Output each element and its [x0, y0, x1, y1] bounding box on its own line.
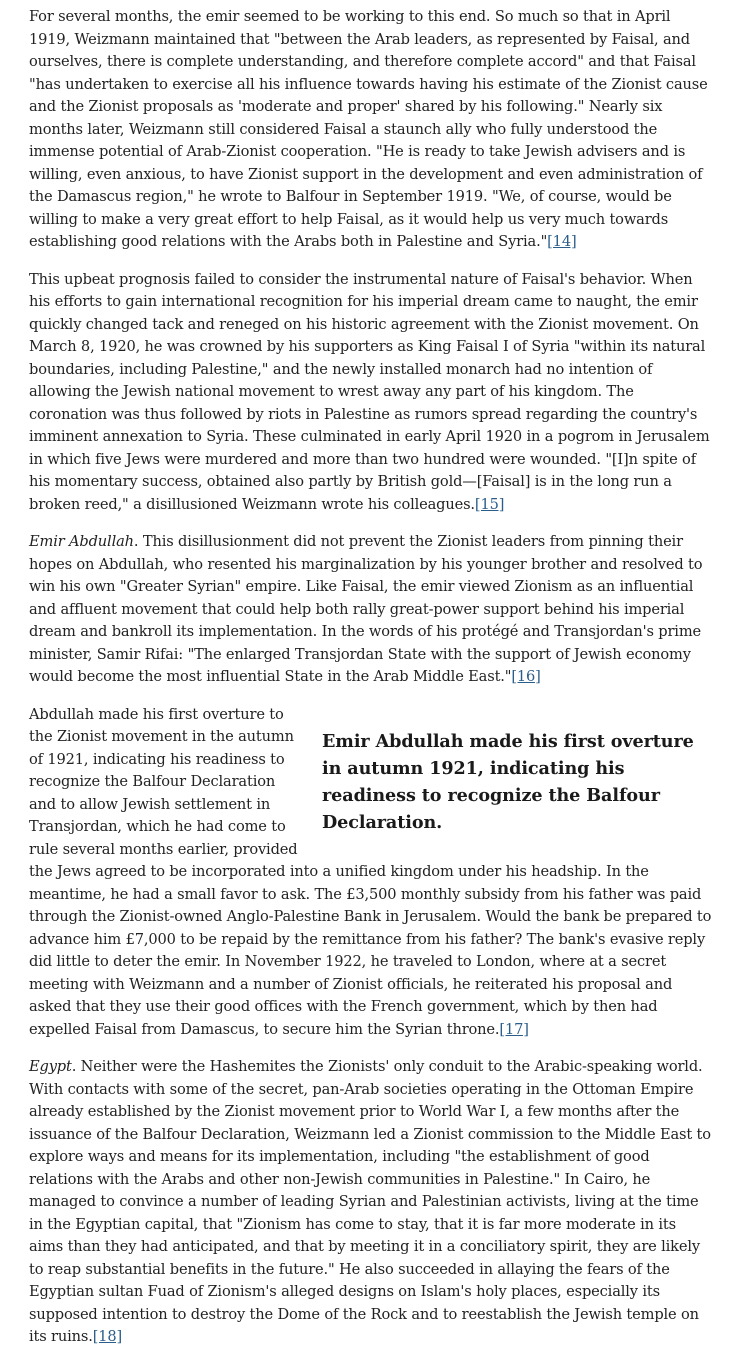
paragraph-text: Abdullah made his first overture to the Zionist movement in the autumn of 1921, indicating his readiness to recognize the Balfour Declaration and to allow Jewish settlement in Transjordan, which he had come to rule several months earlier, provided the Jews agreed to be incorporated into a unified kingdom under his headship. In the meantime, he had a small favor to ask. The £3,500 monthly subsidy from his father was paid through the Zionist-owned Anglo-Palestine Bank in Jerusalem. Would the bank be prepared to advance him £7,000 to be repaid by the remittance from his father? The bank's evasive reply did little to deter the emir. In November 1922, he traveled to London, where at a secret meeting with Weizmann and a number of Zionist officials, he reiterated his proposal and asked that they use their good offices with the French government, which by then had expelled Faisal from Damascus, to secure him the Syrian throne.: [29, 705, 712, 1038]
pull-quote: Emir Abdullah made his first overture in autumn 1921, indicating his readiness to recognize the Balfour Declaration.: [322, 730, 694, 833]
paragraph-text: This upbeat prognosis failed to consider the instrumental nature of Faisal's behavior. When his efforts to gain international recognition for his imperial dream came to naught, the emir quickly changed tack and reneged on his historic agreement with the Zionist movement. On March 8, 1920, he was crowned by his supporters as King Faisal I of Syria "within its natural boundaries, including Palestine," and the newly installed monarch had no intention of allowing the Jewish national movement to wrest away any part of his kingdom. The coronation was thus followed by riots in Palestine as rumors spread regarding the country's imminent annexation to Syria. These culminated in early April 1920 in a pogrom in Jerusalem in which five Jews were murdered and more than two hundred were wounded. "[I]n spite of his momentary success, obtained also partly by British gold—[Faisal] is in the long run a broken reed," a disillusioned Weizmann wrote his colleagues.: [29, 270, 710, 513]
section-lead-emir-abdullah: Emir Abdullah: [29, 533, 134, 550]
paragraph-faisal-accord: [29, 6, 714, 254]
paragraph-text: For several months, the emir seemed to be working to this end. So much so that in April 1919, Weizmann maintained that "between the Arab leaders, as represented by Faisal, and ourselves, there is complete understanding, and therefore complete accord" and that Faisal "has undertaken to exercise all his influence towards having his estimate of the Zionist cause and the Zionist proposals as 'moderate and proper' shared by his following." Nearly six months later, Weizmann still considered Faisal a staunch ally who fully understood the immense potential of Arab-Zionist cooperation. "He is ready to take Jewish advisers and is willing, even anxious, to have Zionist support in the development and even administration of the Damascus region," he wrote to Balfour in September 1919. "We, of course, would be willing to make a very great effort to help Faisal, as it would help us very much towards establishing good relations with the Arabs both in Palestine and Syria.": [29, 8, 708, 250]
section-lead-egypt: Egypt: [29, 1058, 72, 1075]
footnote-link-16[interactable]: [16]: [511, 668, 541, 685]
paragraph-text: . Neither were the Hashemites the Zionists' only conduit to the Arabic-speaking world. With contacts with some of the secret, pan-Arab societies operating in the Ottoman Empire already established by the Zionist movement prior to World War I, a few months after the issuance of the Balfour Declaration, Weizmann led a Zionist commission to the Middle East to explore ways and means for its implementation, including "the establishment of good relations with the Arabs and other non-Jewish communities in Palestine." In Cairo, he managed to convince a number of leading Syrian and Palestinian activists, living at the time in the Egyptian capital, that "Zionism has come to stay, that it is far more moderate in its aims than they had anticipated, and that by meeting it in a conciliatory spirit, they are likely to reap substantial benefits in the future." He also succeeded in allaying the fears of the Egyptian sultan Fuad of Zionism's alleged designs on Islam's holy places, especially its supposed intention to destroy the Dome of the Rock and to reestablish the Jewish temple on its ruins.: [29, 1058, 711, 1345]
paragraph-faisal-reneged: [29, 269, 714, 517]
footnote-link-15[interactable]: [15]: [474, 495, 505, 513]
paragraph-emir-abdullah: [29, 531, 714, 689]
footnote-link-14[interactable]: [14]: [547, 233, 577, 250]
paragraph-egypt: [29, 1056, 714, 1349]
paragraph-text: . This disillusionment did not prevent the Zionist leaders from pinning their hopes on Abdullah, who resented his marginalization by his younger brother and resolved to win his own "Greater Syrian" empire. Like Faisal, the emir viewed Zionism as an influential and affluent movement that could help both rally great-power support behind his imperial dream and bankroll its implementation. In the words of his protégé and Transjordan's prime minister, Samir Rifai: "The enlarged Transjordan State with the support of Jewish economy would become the most influential State in the Arab Middle East.": [29, 533, 703, 685]
footnote-link-18[interactable]: [18]: [92, 1328, 123, 1345]
footnote-link-17[interactable]: [17]: [499, 1020, 529, 1038]
